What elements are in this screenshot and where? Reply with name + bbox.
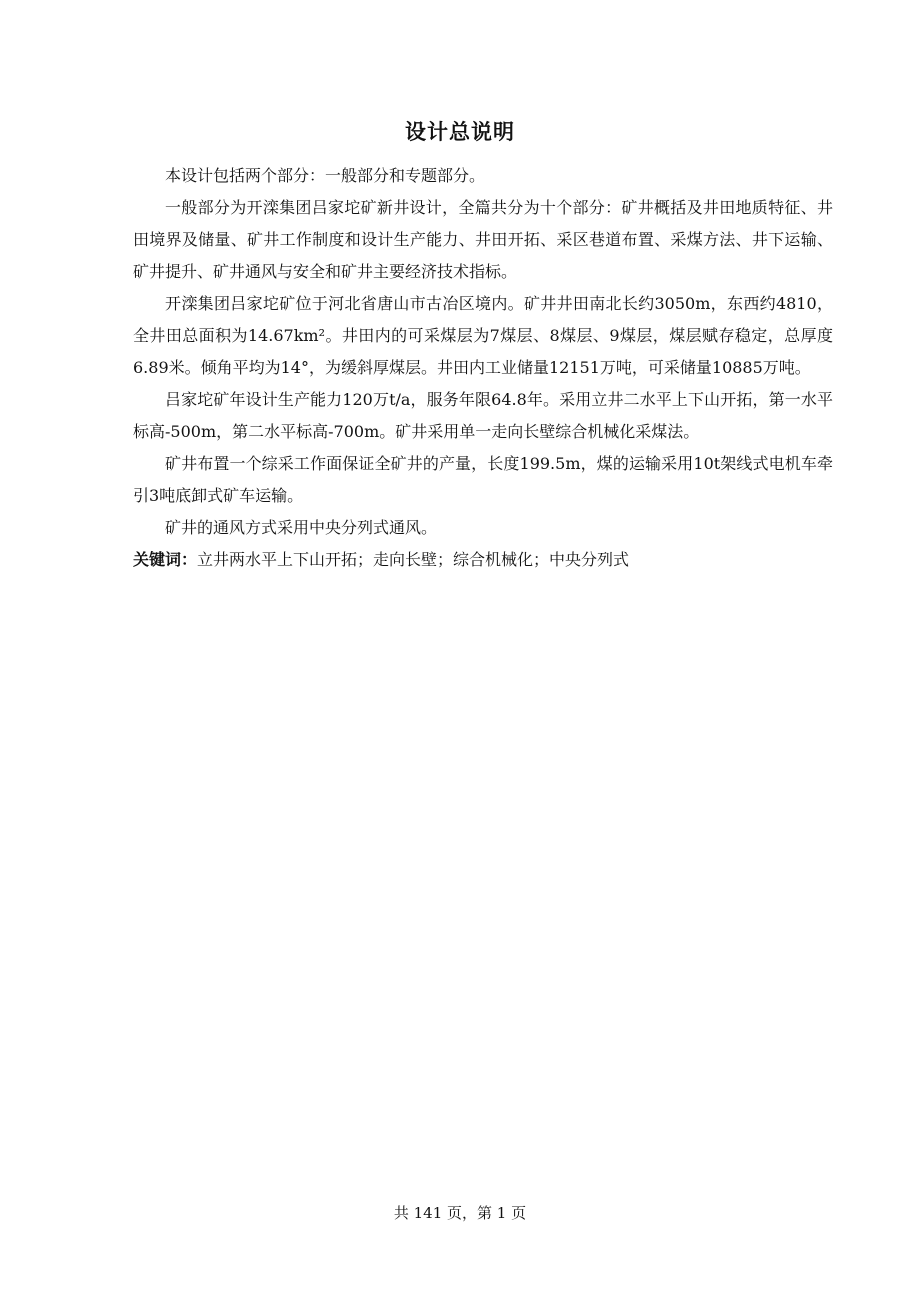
paragraph-ventilation: 矿井的通风方式采用中央分列式通风。 xyxy=(165,518,438,537)
paragraph-general-part: 一般部分为开滦集团吕家坨矿新井设计，全篇共分为十个部分：矿井概括及井田地质特征、井田境界及储量、矿井工作制度和设计生产能力、井田开拓、采区巷道布置、采煤方法、井下运输、矿井提升、矿井通风与安全和矿井主要经济技术指标。 xyxy=(133,198,833,281)
keywords-text: 立井两水平上下山开拓；走向长壁；综合机械化；中央分列式 xyxy=(197,550,630,569)
paragraph-overview: 本设计包括两个部分：一般部分和专题部分。 xyxy=(165,166,486,185)
paragraph-production-capacity: 吕家坨矿年设计生产能力120万t/a，服务年限64.8年。采用立井二水平上下山开拓，第一水平标高-500m，第二水平标高-700m。矿井采用单一走向长壁综合机械化采煤法。 xyxy=(133,390,833,441)
paragraph-working-face: 矿井布置一个综采工作面保证全矿井的产量，长度199.5m，煤的运输采用10t架线式电机车牵引3吨底卸式矿车运输。 xyxy=(133,454,833,505)
paragraph-mine-location: 开滦集团吕家坨矿位于河北省唐山市古冶区境内。矿井井田南北长约3050m，东西约4810，全井田总面积为14.67km²。井田内的可采煤层为7煤层、8煤层、9煤层，煤层赋存稳定，总厚度6.89米。倾角平均为14°，为缓斜厚煤层。井田内工业储量12151万吨，可采储量10885万吨。 xyxy=(133,294,833,377)
page-footer: 共 141 页，第 1 页 xyxy=(393,1204,527,1222)
document-title: 设计总说明 xyxy=(405,120,515,144)
document-body xyxy=(133,160,833,576)
keywords-line xyxy=(133,544,833,576)
keywords-label: 关键词： xyxy=(133,550,198,569)
